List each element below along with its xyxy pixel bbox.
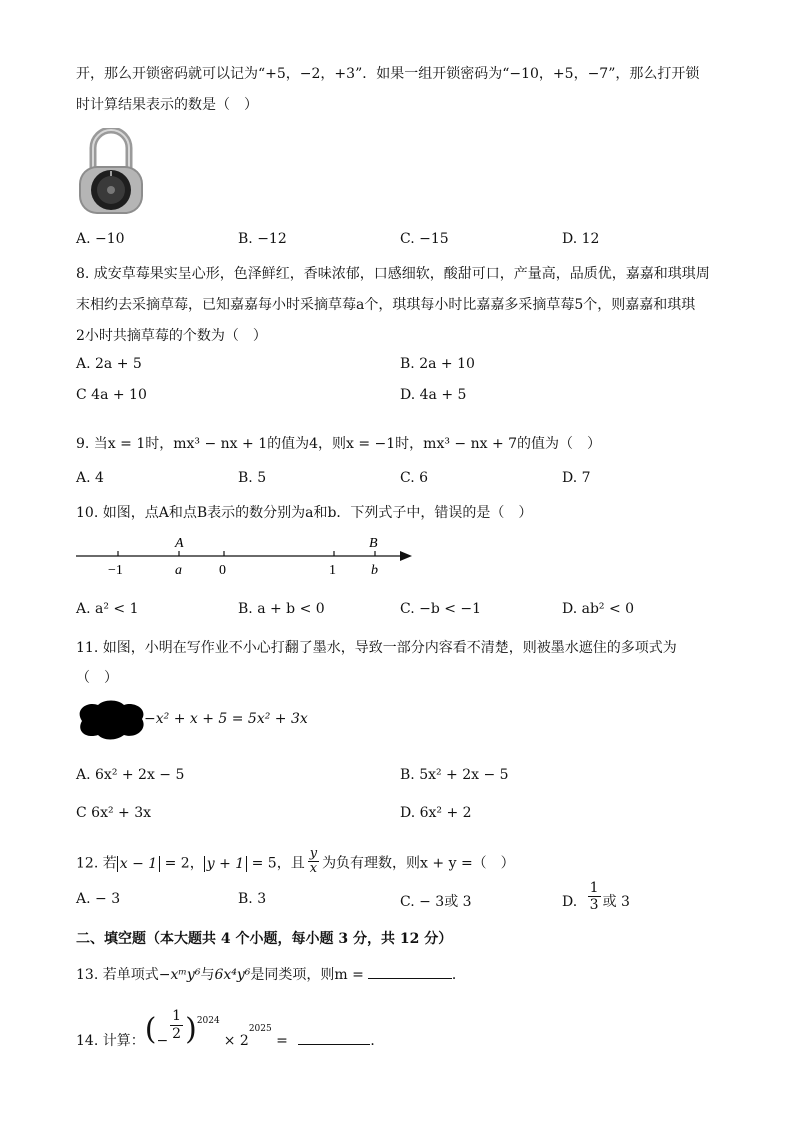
q12-optd-label: D.	[562, 894, 578, 910]
q12-frac-num: y	[309, 846, 318, 861]
q11-option-b: B. 5x² + 2x − 5	[400, 767, 509, 783]
q7-option-a: A. −10	[76, 231, 125, 247]
q12-option-d	[562, 880, 630, 913]
q12-option-a: A. − 3	[76, 891, 121, 907]
q13-answer-blank[interactable]	[368, 977, 452, 979]
q7-option-c: C. −15	[400, 231, 449, 247]
q12-optd-den: 3	[589, 897, 599, 913]
q12-mid2: = 5，且	[247, 855, 305, 872]
q12-frac-den: x	[309, 861, 318, 876]
tick-label-one: 1	[329, 563, 336, 578]
point-b-label: B	[369, 536, 378, 551]
q11-equation: −x² + x + 5 = 5x² + 3x	[144, 711, 308, 727]
q12-abs2: y + 1	[204, 856, 247, 872]
section-heading: 二、填空题（本大题共 4 个小题，每小题 3 分，共 12 分）	[76, 931, 453, 947]
q12-stem	[76, 846, 515, 878]
q12-option-b: B. 3	[238, 891, 267, 907]
q12-mid1: = 2，	[160, 855, 204, 872]
q12-option-c: C. − 3或 3	[400, 894, 472, 910]
ink-blot-icon	[74, 699, 148, 741]
q8-line3: 2小时共摘草莓的个数为（ ）	[76, 328, 267, 344]
q14-answer-blank[interactable]	[298, 1043, 370, 1045]
q9-option-d: D. 7	[562, 470, 591, 486]
q8-line1: 8. 成安草莓果实呈心形，色泽鲜红，香味浓郁，口感细软，酸甜可口，产量高，品质优，嘉嘉和琪琪周	[76, 266, 710, 282]
combination-padlock-icon	[76, 128, 146, 216]
q14-frac-num: 1	[172, 1008, 182, 1024]
q14-paren-open: (	[144, 1012, 157, 1047]
q13-post: 是同类项，则m =	[250, 967, 364, 983]
q12-stem-pre: 12. 若	[76, 855, 117, 872]
q11-line2: （ ）	[76, 670, 118, 686]
q7-option-d: D. 12	[562, 231, 600, 247]
tick-label-a: a	[175, 563, 182, 578]
tick-label-zero: 0	[219, 563, 226, 578]
q11-option-a: A. 6x² + 2x − 5	[76, 767, 185, 783]
q13-pre: 13. 若单项式	[76, 967, 159, 983]
q14-pre: 14. 计算：	[76, 1033, 145, 1049]
q9-option-c: C. 6	[400, 470, 429, 486]
tick-label-minus-one: −1	[108, 563, 123, 578]
q12-optd-fraction	[588, 880, 601, 913]
q14-frac-sign: −	[156, 1033, 169, 1049]
q14-exp1: 2024	[196, 1016, 220, 1027]
q10-option-b: B. a + b < 0	[238, 601, 325, 617]
number-line-figure	[72, 532, 417, 580]
q14-frac-den: 2	[172, 1026, 182, 1042]
q13-stem	[76, 964, 466, 984]
q9-option-a: A. 4	[76, 470, 104, 486]
q14-fraction	[170, 1008, 183, 1043]
q7-line1: 开，那么开锁密码就可以记为“+5，−2，+3”．如果一组开锁密码为“−10，+5，−7”，那么打开锁	[76, 66, 700, 82]
q11-option-d: D. 6x² + 2	[400, 805, 472, 821]
q9-stem: 9. 当x = 1时，mx³ − nx + 1的值为4，则x = −1时，mx³ − nx + 7的值为（ ）	[76, 436, 602, 452]
q13-end: ．	[451, 967, 466, 983]
q14-eq: =	[271, 1033, 293, 1049]
q7-line2: 时计算结果表示的数是（ ）	[76, 97, 258, 113]
q8-option-a: A. 2a + 5	[76, 356, 142, 372]
q11-option-c: C 6x² + 3x	[76, 805, 152, 821]
q13-term1: −xᵐy⁶	[158, 967, 201, 983]
q12-fraction	[308, 847, 319, 876]
q10-option-c: C. −b < −1	[400, 601, 482, 617]
q10-option-d: D. ab² < 0	[562, 601, 635, 617]
q13-term2: 6x⁴y⁶	[214, 967, 251, 983]
q14-times: × 2	[223, 1033, 249, 1049]
q7-option-b: B. −12	[238, 231, 287, 247]
q14-exp2: 2025	[248, 1024, 272, 1035]
point-a-label: A	[175, 536, 184, 551]
tick-label-b: b	[371, 563, 378, 578]
q14-end: ．	[370, 1033, 385, 1049]
q14-paren-close: )	[185, 1012, 197, 1047]
q8-option-d: D. 4a + 5	[400, 387, 467, 403]
q9-option-b: B. 5	[238, 470, 267, 486]
q12-abs1: x − 1	[117, 856, 160, 872]
q12-stem-post: 为负有理数，则x + y =（ ）	[322, 855, 515, 872]
q10-stem: 10. 如图，点A和点B表示的数分别为a和b．下列式子中，错误的是（ ）	[76, 505, 533, 521]
q8-option-b: B. 2a + 10	[400, 356, 475, 372]
q8-line2: 末相约去采摘草莓，已知嘉嘉每小时采摘草莓a个，琪琪每小时比嘉嘉多采摘草莓5个，则嘉嘉和琪琪	[76, 297, 696, 313]
q8-option-c: C 4a + 10	[76, 387, 147, 403]
q14-stem	[76, 1008, 384, 1048]
q11-line1: 11. 如图，小明在写作业不小心打翻了墨水，导致一部分内容看不清楚，则被墨水遮住的多项式为	[76, 640, 677, 656]
q12-optd-post: 或 3	[602, 894, 630, 910]
q13-mid: 与	[200, 967, 215, 983]
q12-optd-num: 1	[589, 880, 599, 896]
q10-option-a: A. a² < 1	[76, 601, 139, 617]
